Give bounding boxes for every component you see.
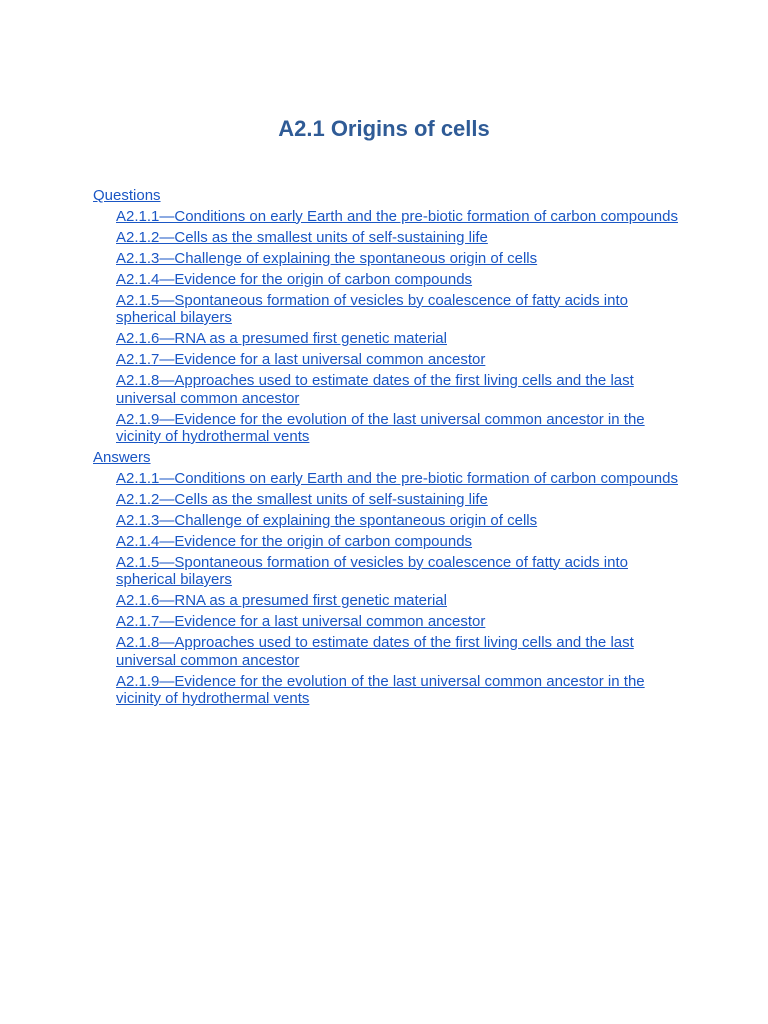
list-item bbox=[116, 634, 683, 669]
answers-link[interactable]: Answers bbox=[93, 449, 151, 466]
toc-section-questions bbox=[93, 187, 683, 446]
list-item bbox=[116, 372, 683, 407]
answer-link-a2-1-7[interactable]: A2.1.7—Evidence for a last universal common ancestor bbox=[116, 613, 486, 630]
list-item bbox=[116, 208, 683, 226]
answers-list bbox=[93, 470, 683, 708]
answer-link-a2-1-6[interactable]: A2.1.6—RNA as a presumed first genetic material bbox=[116, 592, 447, 609]
list-item bbox=[116, 554, 683, 589]
list-item bbox=[116, 470, 683, 488]
answer-link-a2-1-3[interactable]: A2.1.3—Challenge of explaining the spontaneous origin of cells bbox=[116, 511, 538, 529]
answer-link-a2-1-1[interactable]: A2.1.1—Conditions on early Earth and the pre-biotic formation of carbon compounds bbox=[116, 469, 678, 487]
list-item bbox=[116, 351, 683, 369]
answer-link-a2-1-9[interactable]: A2.1.9—Evidence for the evolution of the last universal common ancestor in the vicinity of hydrothermal vents bbox=[116, 672, 645, 707]
list-item bbox=[116, 330, 683, 348]
list-item bbox=[116, 673, 683, 708]
list-item bbox=[116, 271, 683, 289]
question-link-a2-1-9[interactable]: A2.1.9—Evidence for the evolution of the last universal common ancestor in the vicinity of hydrothermal vents bbox=[116, 410, 645, 445]
question-link-a2-1-6[interactable]: A2.1.6—RNA as a presumed first genetic material bbox=[116, 330, 447, 347]
question-link-a2-1-1[interactable]: A2.1.1—Conditions on early Earth and the pre-biotic formation of carbon compounds bbox=[116, 207, 678, 225]
answer-link-a2-1-5[interactable]: A2.1.5—Spontaneous formation of vesicles by coalescence of fatty acids into spherical bilayers bbox=[116, 553, 628, 588]
page-title: A2.1 Origins of cells bbox=[278, 116, 490, 141]
question-link-a2-1-5[interactable]: A2.1.5—Spontaneous formation of vesicles by coalescence of fatty acids into spherical bilayers bbox=[116, 291, 628, 326]
list-item bbox=[116, 613, 683, 631]
question-link-a2-1-2[interactable]: A2.1.2—Cells as the smallest units of self-sustaining life bbox=[116, 228, 488, 246]
list-item bbox=[116, 250, 683, 268]
question-link-a2-1-8[interactable]: A2.1.8—Approaches used to estimate dates of the first living cells and the last universal common ancestor bbox=[116, 372, 634, 407]
question-link-a2-1-3[interactable]: A2.1.3—Challenge of explaining the spontaneous origin of cells bbox=[116, 249, 538, 267]
answer-link-a2-1-8[interactable]: A2.1.8—Approaches used to estimate dates of the first living cells and the last universal common ancestor bbox=[116, 634, 634, 669]
list-item bbox=[116, 533, 683, 551]
list-item bbox=[116, 592, 683, 610]
list-item bbox=[116, 411, 683, 446]
list-item bbox=[116, 491, 683, 509]
answer-link-a2-1-4[interactable]: A2.1.4—Evidence for the origin of carbon compounds bbox=[116, 532, 473, 550]
question-link-a2-1-4[interactable]: A2.1.4—Evidence for the origin of carbon compounds bbox=[116, 270, 473, 288]
questions-list bbox=[93, 208, 683, 446]
list-item bbox=[116, 292, 683, 327]
list-item bbox=[116, 512, 683, 530]
table-of-contents bbox=[93, 187, 683, 711]
questions-link[interactable]: Questions bbox=[93, 187, 161, 204]
toc-section-answers bbox=[93, 449, 683, 708]
list-item bbox=[116, 229, 683, 247]
question-link-a2-1-7[interactable]: A2.1.7—Evidence for a last universal common ancestor bbox=[116, 351, 486, 368]
answer-link-a2-1-2[interactable]: A2.1.2—Cells as the smallest units of self-sustaining life bbox=[116, 490, 488, 508]
